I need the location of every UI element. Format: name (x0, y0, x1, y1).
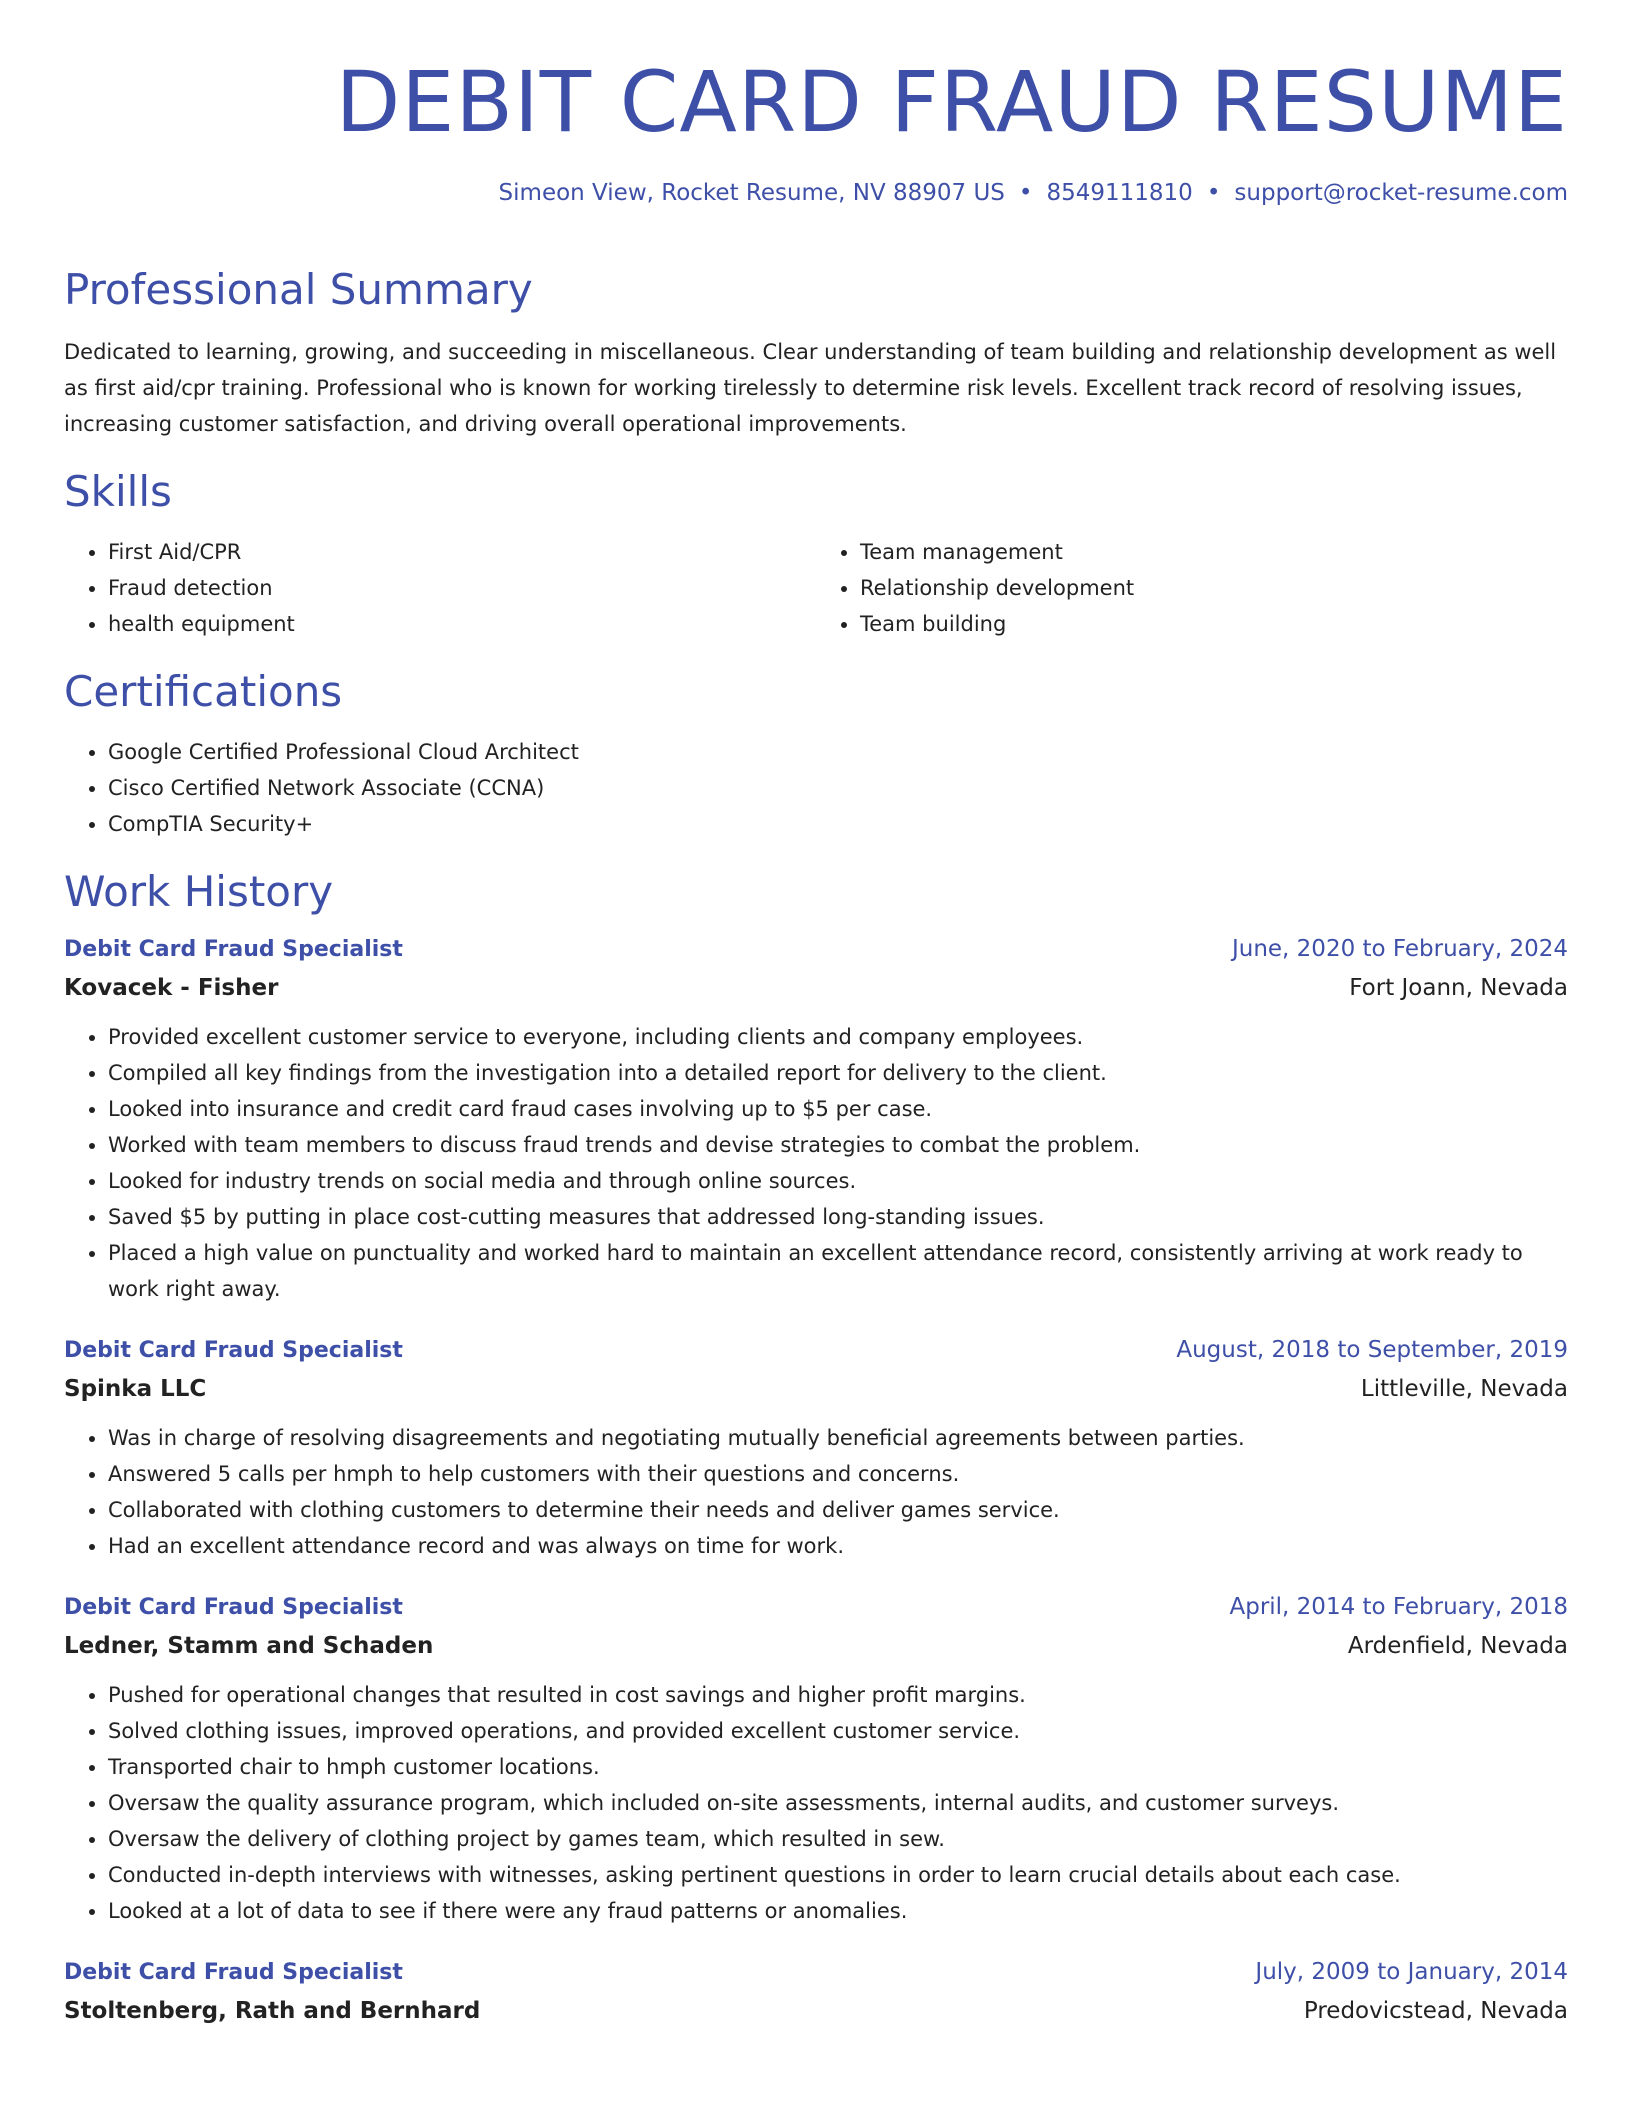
job-dates: July, 2009 to January, 2014 (1255, 1959, 1568, 1985)
skill-item: • Team management (860, 534, 1568, 570)
job-bullet: • Placed a high value on punctuality and worked hard to maintain an excellent attendance record, consistently arriving at work ready to work right away. (108, 1235, 1568, 1307)
job-bullet: • Was in charge of resolving disagreements and negotiating mutually beneficial agreements between parties. (108, 1420, 1568, 1456)
contact-email[interactable]: support@rocket-resume.com (1234, 180, 1568, 206)
job-location: Littleville, Nevada (1360, 1376, 1568, 1402)
job-dates: June, 2020 to February, 2024 (1231, 936, 1568, 962)
job-bullet: • Conducted in-depth interviews with witnesses, asking pertinent questions in order to learn crucial details about each case. (108, 1857, 1568, 1893)
certification-item: • Cisco Certified Network Associate (CCNA) (108, 770, 1568, 806)
job-bullet: • Compiled all key findings from the investigation into a detailed report for delivery to the client. (108, 1055, 1568, 1091)
job-location: Fort Joann, Nevada (1349, 975, 1568, 1001)
job-bullets (64, 1677, 1568, 1929)
contact-address: Simeon View, Rocket Resume, NV 88907 US (498, 180, 1005, 206)
contact-separator: • (1018, 180, 1033, 206)
job-title: Debit Card Fraud Specialist (64, 1960, 403, 1985)
job-bullets (64, 1019, 1568, 1307)
job-bullet: • Collaborated with clothing customers to determine their needs and deliver games service. (108, 1492, 1568, 1528)
job-company: Spinka LLC (64, 1376, 207, 1402)
job-bullet: • Oversaw the delivery of clothing project by games team, which resulted in sew. (108, 1821, 1568, 1857)
resume-name: DEBIT CARD FRAUD RESUME (335, 53, 1568, 151)
job-dates: August, 2018 to September, 2019 (1176, 1337, 1568, 1363)
job-bullet: • Solved clothing issues, improved operations, and provided excellent customer service. (108, 1713, 1568, 1749)
job-bullet: • Worked with team members to discuss fraud trends and devise strategies to combat the problem. (108, 1127, 1568, 1163)
skills-section (64, 464, 1568, 642)
job-title: Debit Card Fraud Specialist (64, 1338, 403, 1363)
job-bullet: • Provided excellent customer service to everyone, including clients and company employees. (108, 1019, 1568, 1055)
job-subheader (64, 1370, 1568, 1408)
summary-text: Dedicated to learning, growing, and succeeding in miscellaneous. Clear understanding of team building and relationship development as well as first aid/cpr training. Professional who is known for working tirelessly to determine risk levels. Excellent track record of resolving issues, increasing customer satisfaction, and driving overall operational improvements. (64, 340, 1557, 436)
job-header (64, 1953, 1568, 1992)
job-bullet: • Had an excellent attendance record and was always on time for work. (108, 1528, 1568, 1564)
certification-item: • Google Certified Professional Cloud Architect (108, 734, 1568, 770)
job-company: Ledner, Stamm and Schaden (64, 1633, 434, 1659)
job-entry (64, 1588, 1568, 1929)
skill-item: • Fraud detection (108, 570, 816, 606)
job-bullet: • Transported chair to hmph customer locations. (108, 1749, 1568, 1785)
skills-columns (64, 534, 1568, 642)
summary-section (64, 262, 1568, 442)
skills-list-right (816, 534, 1568, 642)
contact-separator: • (1206, 180, 1221, 206)
job-title: Debit Card Fraud Specialist (64, 937, 403, 962)
job-bullets (64, 1420, 1568, 1564)
job-bullet: • Oversaw the quality assurance program, which included on-site assessments, internal audits, and customer surveys. (108, 1785, 1568, 1821)
job-bullet: • Pushed for operational changes that resulted in cost savings and higher profit margins. (108, 1677, 1568, 1713)
job-bullet: • Looked into insurance and credit card fraud cases involving up to $5 per case. (108, 1091, 1568, 1127)
skill-item: • First Aid/CPR (108, 534, 816, 570)
job-header (64, 1588, 1568, 1627)
certification-item: • CompTIA Security+ (108, 806, 1568, 842)
certifications-list (64, 734, 1568, 842)
job-bullet: • Answered 5 calls per hmph to help customers with their questions and concerns. (108, 1456, 1568, 1492)
section-title: Work History (64, 867, 334, 916)
job-company: Stoltenberg, Rath and Bernhard (64, 1998, 481, 2024)
job-dates: April, 2014 to February, 2018 (1229, 1594, 1568, 1620)
job-bullet: • Looked for industry trends on social media and through online sources. (108, 1163, 1568, 1199)
job-location: Ardenfield, Nevada (1347, 1633, 1568, 1659)
job-bullet: • Saved $5 by putting in place cost-cutting measures that addressed long-standing issues. (108, 1199, 1568, 1235)
job-entry (64, 1331, 1568, 1564)
job-header (64, 1331, 1568, 1370)
job-location: Predovicstead, Nevada (1303, 1998, 1568, 2024)
job-entry (64, 1953, 1568, 2030)
section-title: Certifications (64, 667, 343, 716)
job-subheader (64, 1992, 1568, 2030)
job-company: Kovacek - Fisher (64, 975, 279, 1001)
skill-item: • health equipment (108, 606, 816, 642)
job-header (64, 930, 1568, 969)
skills-list-left (64, 534, 816, 642)
certifications-section (64, 664, 1568, 842)
skill-item: • Team building (860, 606, 1568, 642)
work-history-section (64, 864, 1568, 2030)
job-subheader (64, 1627, 1568, 1665)
contact-line (499, 178, 1568, 208)
section-title: Professional Summary (64, 265, 533, 314)
skill-item: • Relationship development (860, 570, 1568, 606)
job-title: Debit Card Fraud Specialist (64, 1595, 403, 1620)
section-title: Skills (64, 467, 172, 516)
contact-phone: 8549111810 (1046, 180, 1193, 206)
job-subheader (64, 969, 1568, 1007)
job-entry (64, 930, 1568, 1307)
job-bullet: • Looked at a lot of data to see if there were any fraud patterns or anomalies. (108, 1893, 1568, 1929)
